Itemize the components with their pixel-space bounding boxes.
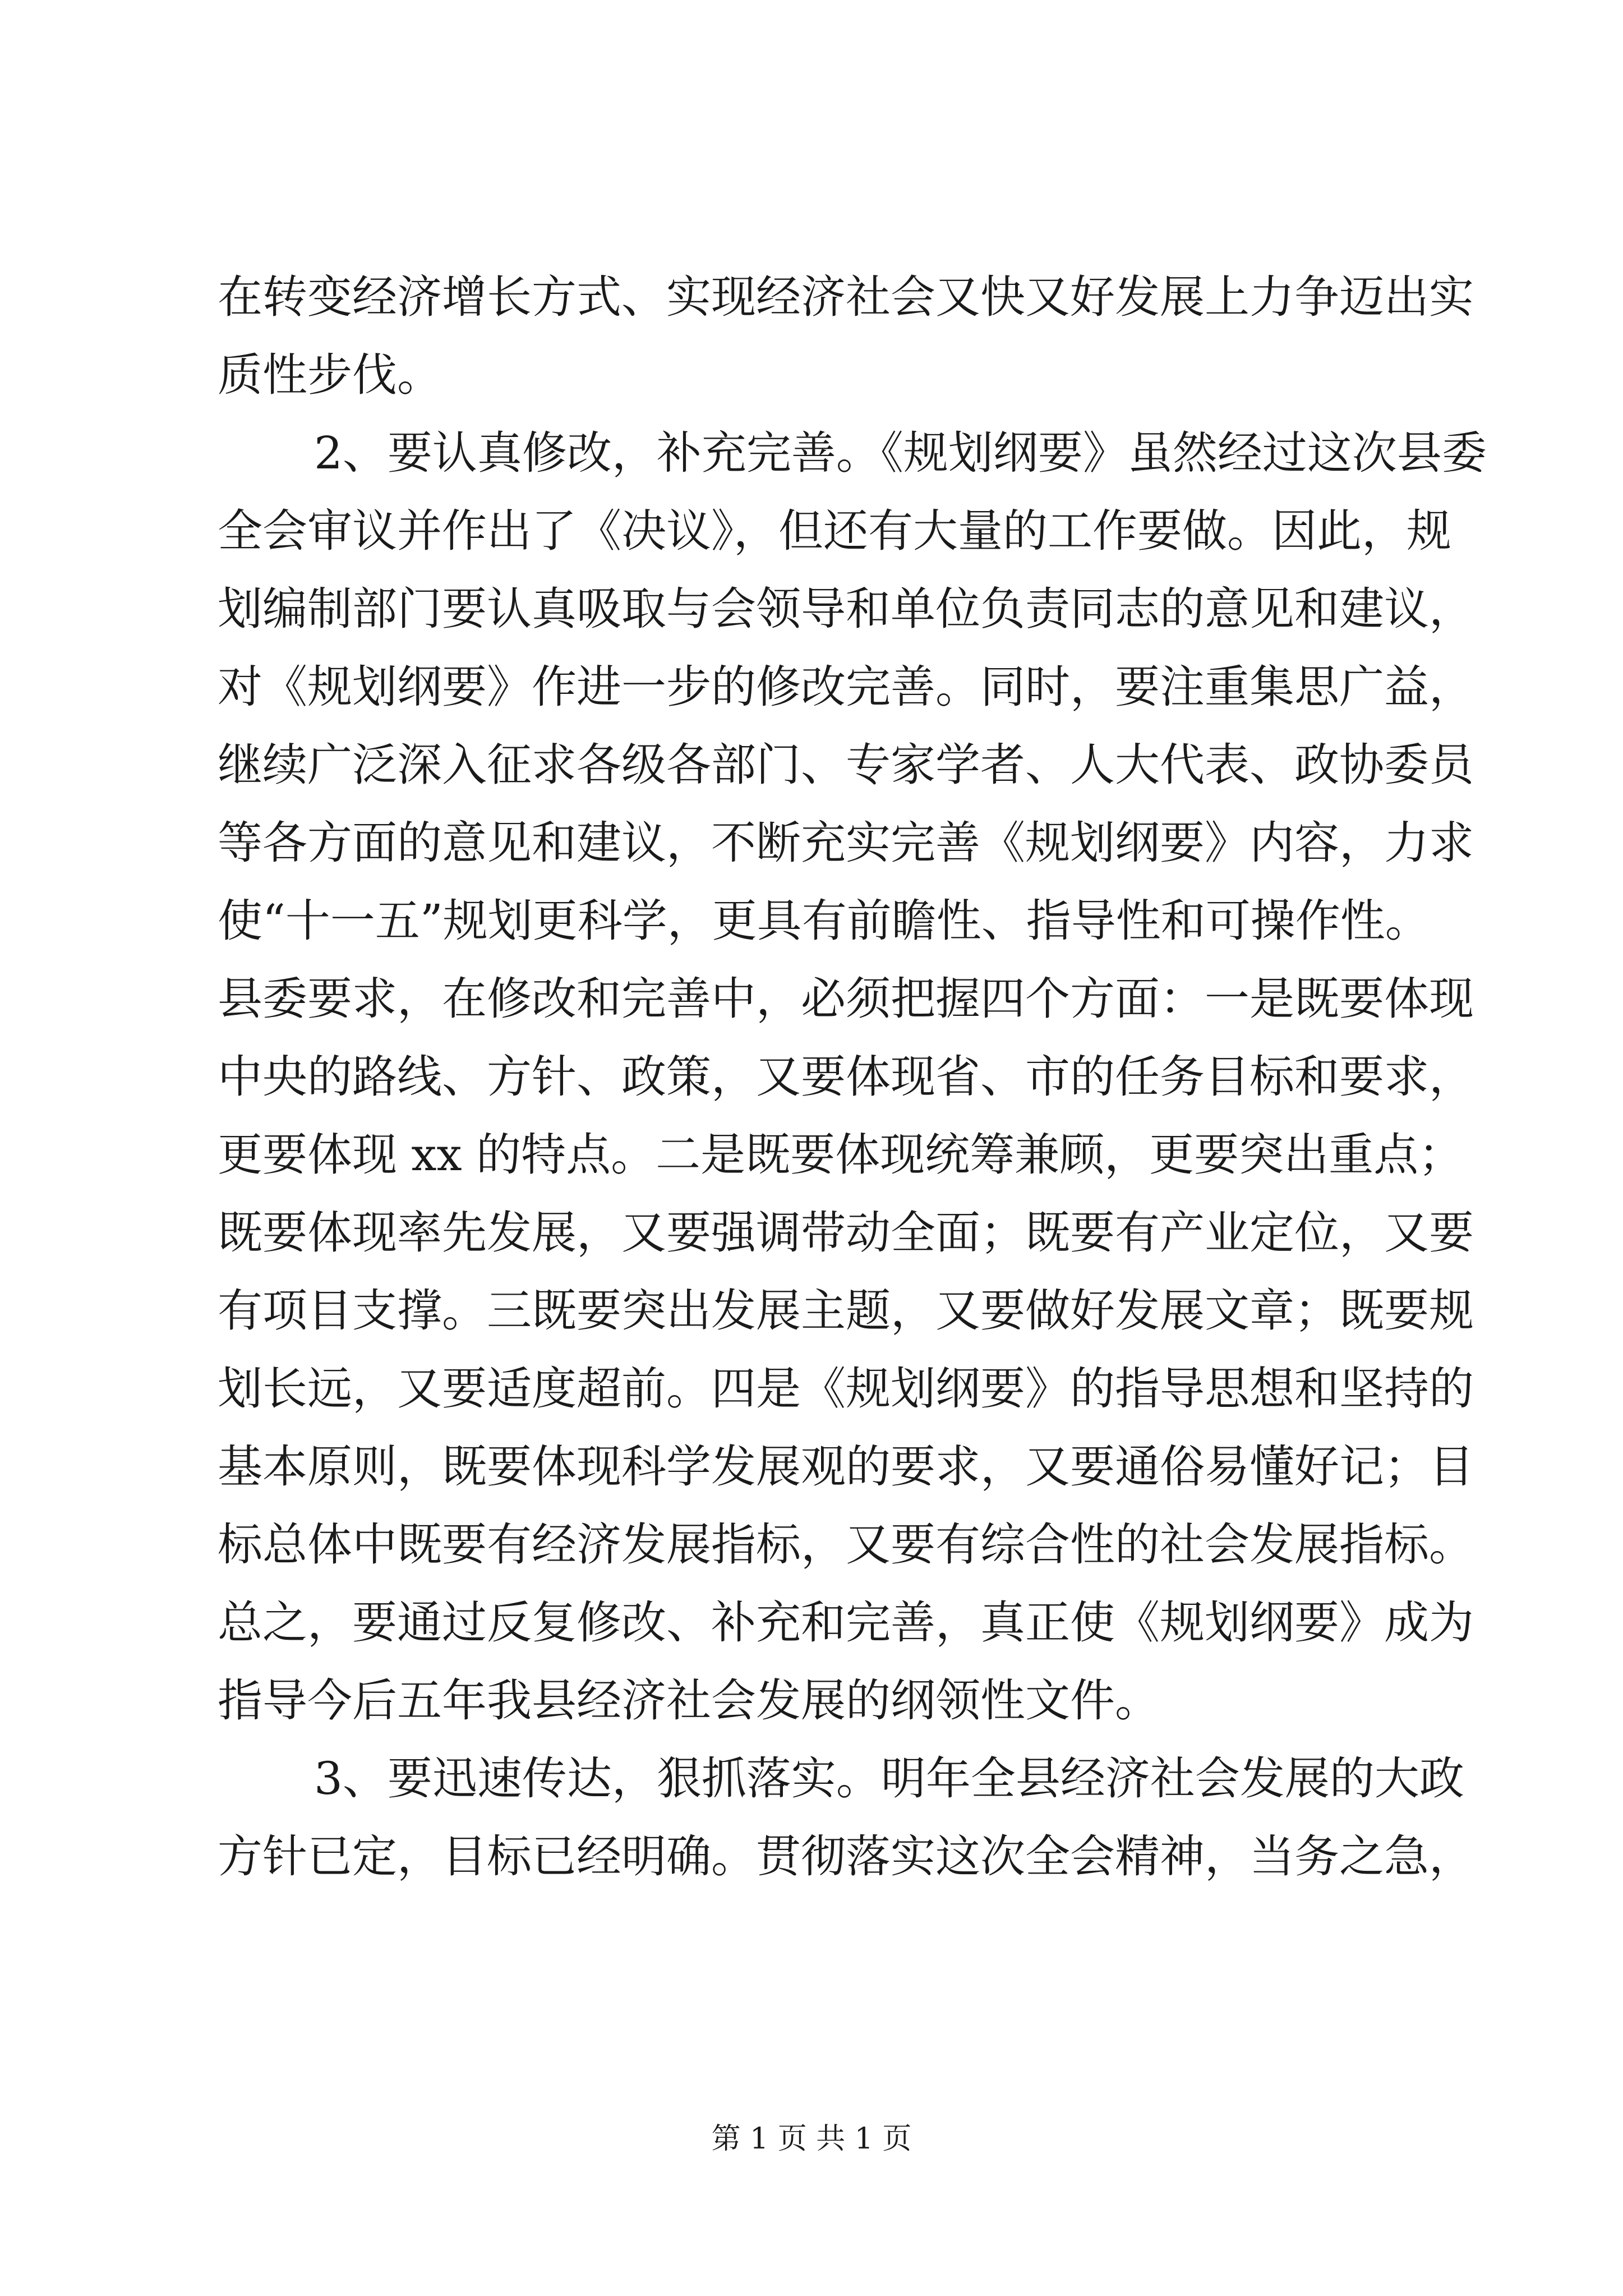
text-line: 在转变经济增长方式、实现经济社会又快又好发展上力争迈出实 xyxy=(218,271,1474,323)
text-line: 既要体现率先发展，又要强调带动全面；既要有产业定位，又要 xyxy=(218,1207,1474,1259)
text-line: 总之，要通过反复修改、补充和完善，真正使《规划纲要》成为 xyxy=(218,1596,1474,1649)
text-line: 中央的路线、方针、政策，又要体现省、市的任务目标和要求， xyxy=(218,1051,1474,1103)
text-line: 有项目支撑。三既要突出发展主题，又要做好发展文章；既要规 xyxy=(218,1285,1474,1337)
page-footer: 第 1 页 共 1 页 xyxy=(711,2122,912,2156)
text-line: 划编制部门要认真吸取与会领导和单位负责同志的意见和建议， xyxy=(218,583,1474,635)
text-line: 划长远，又要适度超前。四是《规划纲要》的指导思想和坚持的 xyxy=(218,1363,1474,1415)
paragraph-first-line: 2、要认真修改，补充完善。《规划纲要》虽然经过这次县委 xyxy=(314,427,1487,479)
text-line: 更要体现 xx 的特点。二是既要体现统筹兼顾，更要突出重点； xyxy=(218,1129,1464,1181)
text-line: 全会审议并作出了《决议》，但还有大量的工作要做。因此，规 xyxy=(218,505,1451,557)
text-line: 县委要求，在修改和完善中，必须把握四个方面：一是既要体现 xyxy=(218,973,1474,1025)
text-line: 继续广泛深入征求各级各部门、专家学者、人大代表、政协委员 xyxy=(218,739,1474,791)
text-line: 方针已定，目标已经明确。贯彻落实这次全会精神，当务之急， xyxy=(218,1830,1474,1883)
text-line: 质性步伐。 xyxy=(218,349,442,401)
text-line: 对《规划纲要》作进一步的修改完善。同时，要注重集思广益， xyxy=(218,661,1474,713)
text-line: 使“十一五”规划更科学，更具有前瞻性、指导性和可操作性。 xyxy=(218,895,1430,947)
text-line: 基本原则，既要体现科学发展观的要求，又要通俗易懂好记；目 xyxy=(218,1441,1474,1493)
text-line: 等各方面的意见和建议，不断充实完善《规划纲要》内容，力求 xyxy=(218,817,1474,869)
paragraph-first-line: 3、要迅速传达，狠抓落实。明年全县经济社会发展的大政 xyxy=(314,1752,1464,1805)
body-text xyxy=(218,258,1487,1895)
text-line: 指导今后五年我县经济社会发展的纲领性文件。 xyxy=(218,1674,1160,1727)
text-line: 标总体中既要有经济发展指标，又要有综合性的社会发展指标。 xyxy=(218,1519,1474,1571)
